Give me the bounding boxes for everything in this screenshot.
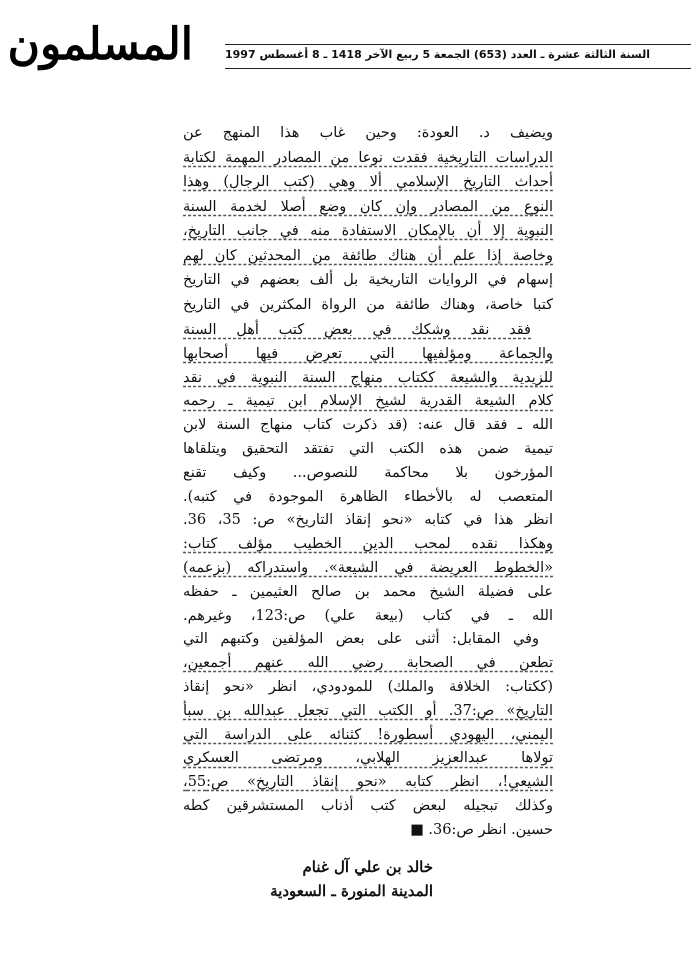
article-line: إسهام في الروايات التاريخية بل ألف بعضهم في التاريخ <box>183 272 553 288</box>
article-line: اليمني، اليهودي أسطورة! كثنائه على الدراسة التي <box>183 726 553 743</box>
article-line: «الخطوط العريضة في الشيعة». واستدراكه (بزعمه) <box>183 560 553 576</box>
article-line: الشيعي!، انظر كتابه «نحو إنقاذ التاريخ» ص:55، <box>183 774 553 791</box>
article-line: وكذلك تبجيله لبعض كتب أذناب المستشرقين كطه <box>183 798 553 814</box>
article-line: فقد نقد وشكك في بعض كتب أهل السنة <box>183 322 531 338</box>
article-line: وهكذا نقده لمحب الدين الخطيب مؤلف كتاب: <box>183 536 553 553</box>
article-line: تطعن في الصحابة رضي الله عنهم أجمعين، <box>183 655 553 672</box>
author-name: خالد بن علي آل غنام <box>302 858 433 876</box>
article-line: التاريخ» ص:37. أو الكتب التي تجعل عبدالله بن سبأ <box>183 702 553 719</box>
article-line: كلام الشيعة القدرية لشيخ الإسلام ابن تيمية ـ رحمه <box>183 393 553 410</box>
article-line: النبوية إلا أن بالإمكان الاستفادة منه في جانب التاريخ، <box>183 223 553 239</box>
author-location: المدينة المنورة ـ السعودية <box>270 882 433 900</box>
header-rule-bottom <box>225 68 691 69</box>
article-line: (ككتاب: الخلافة والملك) للمودودي، انظر «نحو إنقاذ <box>183 679 553 695</box>
header-rule-top <box>225 44 691 45</box>
article-line: تولاها عبدالعزيز الهلابي، ومرتضى العسكري <box>183 750 553 767</box>
issue-dateline: السنة الثالثة عشرة ـ العدد (653) الجمعة 5 ربيع الآخر 1418 ـ 8 أغسطس 1997 <box>225 48 650 61</box>
article-line: أحداث التاريخ الإسلامي ألا وهي (كتب الرجال) وهذا <box>183 174 553 190</box>
article-line: الله ـ في كتاب (بيعة علي) ص:123، وغيرهم. <box>183 607 553 624</box>
article-line: على فضيلة الشيخ محمد بن صالح العثيمين ـ حفظه <box>183 583 553 600</box>
article-line: الدراسات التاريخية فقدت نوعا من المصادر المهمة لكتابة <box>183 149 553 166</box>
article-line: انظر هذا في كتابه «نحو إنقاذ التاريخ» ص: 35، 36. <box>183 512 553 529</box>
article-line: والجماعة ومؤلفيها التي تعرض فيها أصحابها <box>183 345 553 362</box>
article-line: حسين. انظر ص:36. ■ <box>410 821 553 838</box>
article-line: وفي المقابل: أثنى على بعض المؤلفين وكتبهم التي <box>183 631 539 648</box>
article-line: كتبا خاصة، وهناك طائفة من الرواة المكثرين في التاريخ <box>183 296 553 313</box>
article-line: الله ـ فقد قال عنه: (قد ذكرت كتاب منهاج السنة لابن <box>183 417 553 434</box>
article-line: وخاصة إذا علم أن هناك طائفة من المحدثين كان لهم <box>183 247 553 264</box>
article-line: للزيدية والشيعة ككتاب منهاج السنة النبوية في نقد <box>183 369 553 386</box>
article-line: تيمية ضمن هذه الكتب التي تفتقد التحقيق ويتلقاها <box>183 441 553 457</box>
article-line: ويضيف د. العودة: وحين غاب هذا المنهج عن <box>183 125 553 141</box>
article-line: النوع من المصادر وإن كان وضع أصلا لخدمة السنة <box>183 198 553 215</box>
article-line: المؤرخون بلا محاكمة للنصوص... وكيف تقنع <box>183 464 553 481</box>
article-line: المتعصب له بالأخطاء الظاهرة الموجودة في كتبه). <box>183 488 553 505</box>
newspaper-logo: المسلمون <box>7 19 193 70</box>
